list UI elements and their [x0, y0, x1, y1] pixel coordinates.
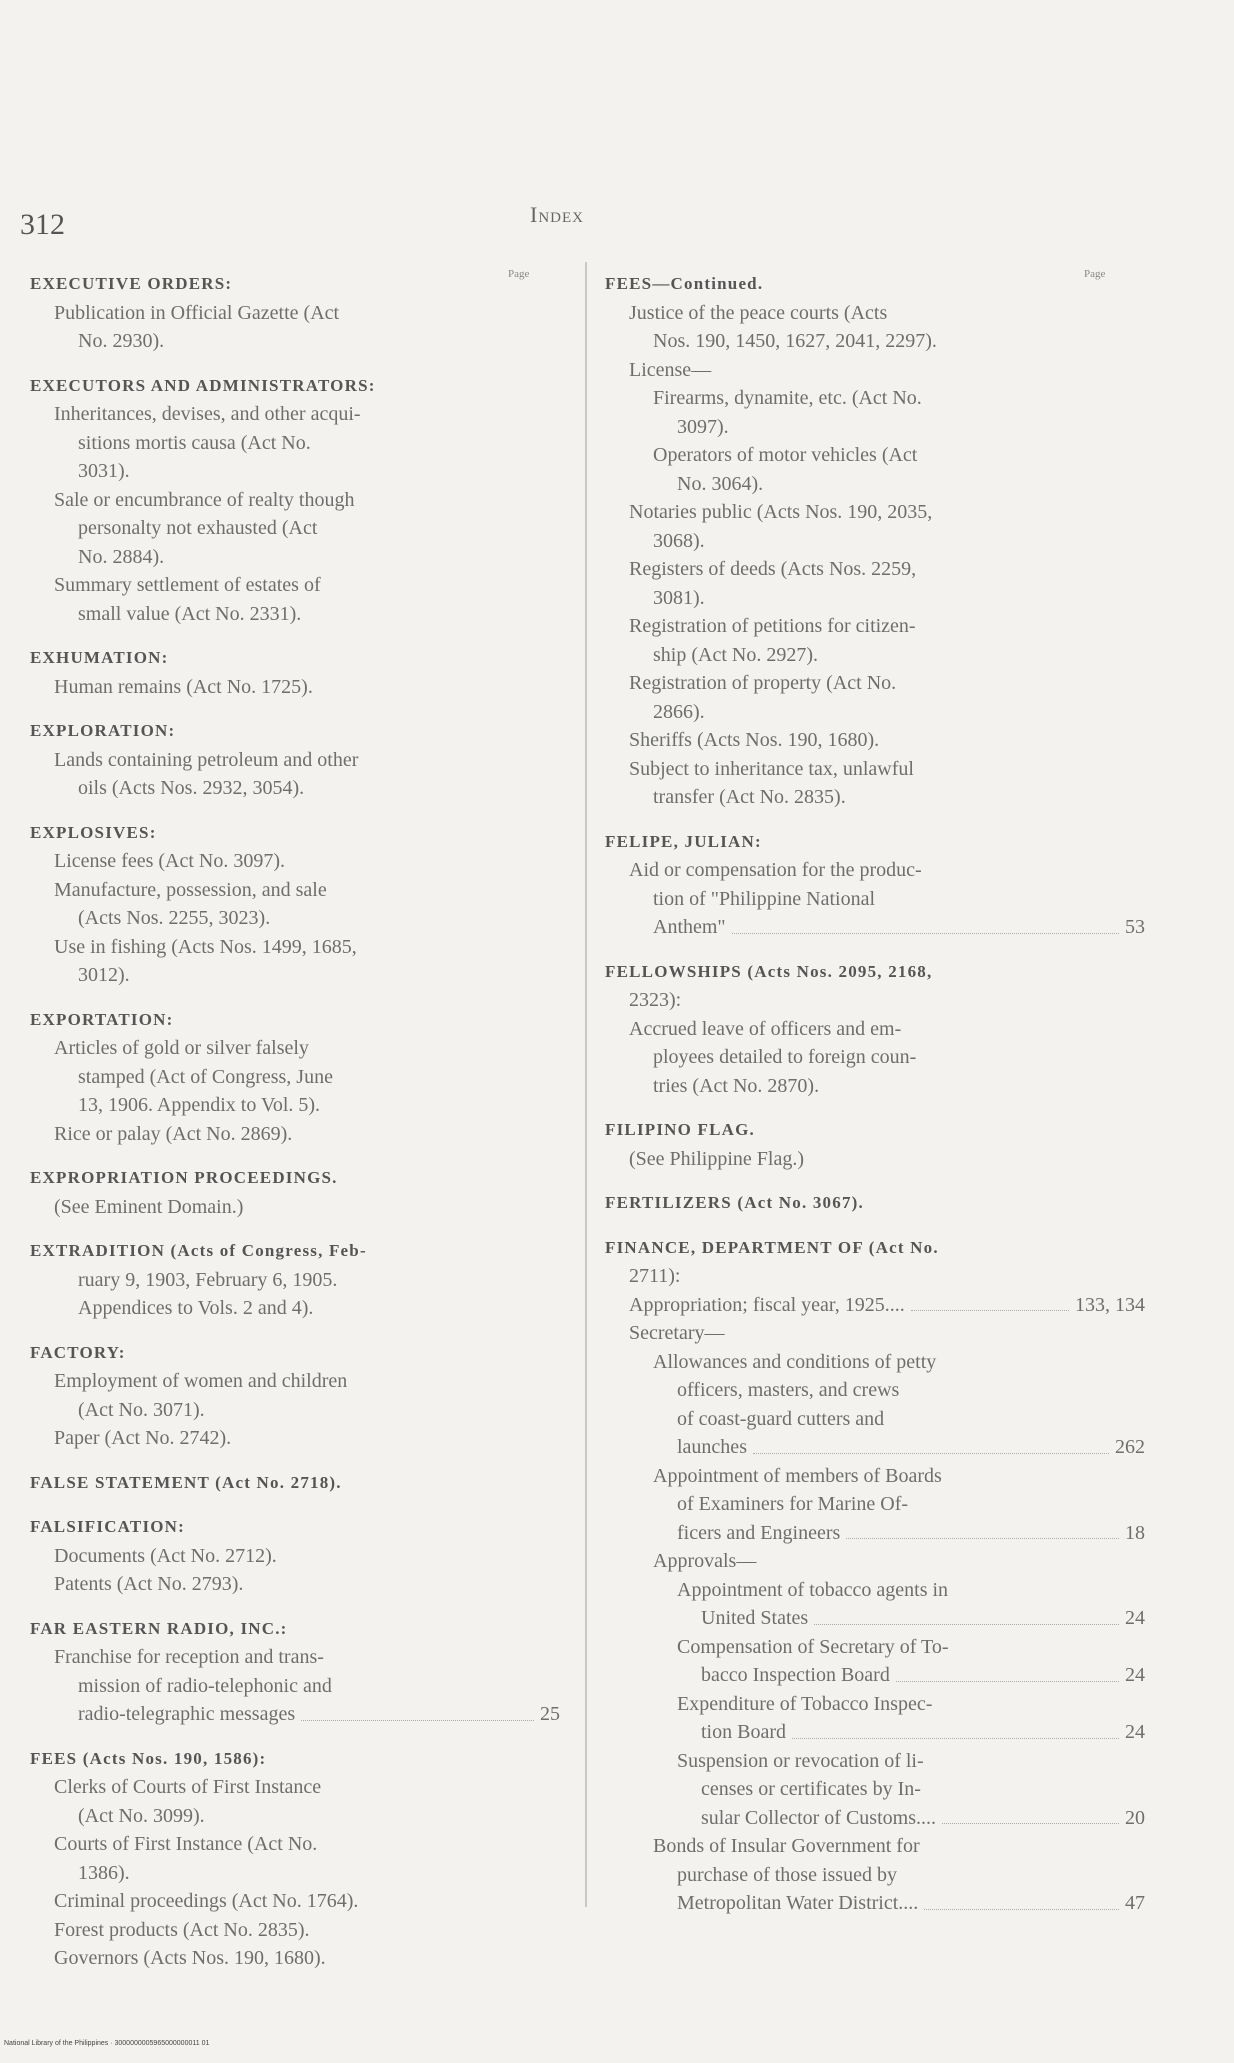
dot-leader: [911, 1291, 1069, 1312]
index-subentry: Aid or compensation for the produc-: [629, 859, 922, 881]
page-reference: 24: [1125, 1664, 1145, 1686]
index-entry: [30, 1469, 560, 1498]
index-subentry: mission of radio-telephonic and: [78, 1674, 332, 1697]
index-entry: [605, 270, 1145, 812]
page-reference: 24: [1125, 1721, 1145, 1743]
index-subentry: Franchise for reception and trans-: [54, 1646, 324, 1668]
index-subentry: small value (Act No. 2331).: [78, 602, 302, 625]
index-subentry-text: Appropriation; fiscal year, 1925....: [629, 1293, 905, 1316]
index-subentry: Firearms, dynamite, etc. (Act No.: [653, 387, 922, 409]
index-subentry-text: launches: [677, 1436, 747, 1458]
running-title: Index: [530, 202, 584, 227]
index-subentry: Notaries public (Acts Nos. 190, 2035,: [629, 501, 933, 523]
index-subentry: Publication in Official Gazette (Act: [54, 301, 340, 324]
index-subentry: Sheriffs (Acts Nos. 190, 1680).: [629, 729, 880, 751]
index-subentry: ship (Act No. 2927).: [653, 643, 818, 666]
index-subentry: Manufacture, possession, and sale: [54, 878, 327, 901]
index-subentry: censes or certificates by In-: [701, 1778, 921, 1800]
index-subentry: Approvals—: [653, 1550, 757, 1572]
index-subentry: 13, 1906. Appendix to Vol. 5).: [78, 1094, 321, 1116]
right-column: [605, 270, 1145, 1934]
left-column: [30, 270, 560, 1989]
index-subentry: 3068).: [653, 529, 705, 552]
index-subentry: Compensation of Secretary of To-: [677, 1635, 949, 1658]
index-entry: [30, 1237, 560, 1323]
dot-leader: [942, 1804, 1119, 1825]
index-subentry: sitions mortis causa (Act No.: [78, 431, 311, 454]
dot-leader: [846, 1519, 1119, 1540]
index-subentry-text: tion Board: [701, 1721, 786, 1743]
index-subentry: ruary 9, 1903, February 6, 1905.: [78, 1268, 338, 1291]
index-subentry-text: United States: [701, 1607, 809, 1629]
index-heading: FEES (Acts Nos. 190, 1586):: [30, 1748, 267, 1768]
dot-leader: [753, 1433, 1109, 1454]
dot-leader: [301, 1700, 534, 1721]
index-subentry: Documents (Act No. 2712).: [54, 1544, 277, 1567]
page-reference: 25: [540, 1703, 560, 1725]
index-entry: [30, 1745, 560, 1973]
page-reference: 47: [1125, 1892, 1145, 1914]
index-heading: FERTILIZERS (Act No. 3067).: [605, 1193, 864, 1212]
index-subentry: (Act No. 3071).: [78, 1398, 205, 1421]
index-heading: EXPLORATION:: [30, 721, 176, 740]
index-entry: [30, 819, 560, 990]
index-heading: EXECUTORS AND ADMINISTRATORS:: [30, 375, 376, 395]
index-subentry: tion of "Philippine National: [653, 887, 876, 910]
index-subentry: (See Philippine Flag.): [629, 1147, 804, 1170]
index-subentry-text: Anthem": [653, 916, 726, 938]
index-entry: [605, 1116, 1145, 1173]
index-heading: FINANCE, DEPARTMENT OF (Act No.: [605, 1237, 939, 1257]
index-subentry: [605, 1433, 1145, 1462]
index-subentry: Use in fishing (Acts Nos. 1499, 1685,: [54, 935, 357, 958]
index-heading: FELLOWSHIPS (Acts Nos. 2095, 2168,: [605, 961, 933, 981]
index-entry: [30, 270, 560, 356]
index-subentry: No. 3064).: [677, 472, 764, 495]
index-entry: [605, 1234, 1145, 1918]
index-subentry: Registration of property (Act No.: [629, 672, 897, 694]
index-subentry: Operators of motor vehicles (Act: [653, 444, 918, 466]
dot-leader: [732, 913, 1119, 934]
index-subentry: Articles of gold or silver falsely: [54, 1037, 309, 1059]
index-subentry-text: sular Collector of Customs....: [701, 1806, 936, 1829]
index-subentry: tries (Act No. 2870).: [653, 1074, 820, 1097]
index-subentry: [605, 1604, 1145, 1633]
index-subentry: [605, 1661, 1145, 1690]
index-subentry: Appointment of members of Boards: [653, 1464, 942, 1487]
index-heading: FILIPINO FLAG.: [605, 1120, 755, 1139]
index-entry: [30, 1513, 560, 1599]
index-subentry: Suspension or revocation of li-: [677, 1749, 924, 1772]
page-reference: 53: [1125, 916, 1145, 938]
dot-leader: [924, 1889, 1119, 1910]
index-heading: EXPLOSIVES:: [30, 822, 157, 842]
index-subentry: Human remains (Act No. 1725).: [54, 675, 313, 698]
index-subentry: (Acts Nos. 2255, 3023).: [78, 907, 271, 929]
page-column-label-left: Page: [508, 268, 530, 280]
index-subentry: transfer (Act No. 2835).: [653, 786, 846, 808]
index-subentry: Governors (Acts Nos. 190, 1680).: [54, 1947, 326, 1969]
column-divider: [585, 262, 587, 1907]
index-heading: EXPROPRIATION PROCEEDINGS.: [30, 1168, 338, 1187]
index-subentry: Appointment of tobacco agents in: [677, 1578, 949, 1601]
index-subentry: 2866).: [653, 700, 705, 723]
index-subentry: 2711):: [629, 1265, 681, 1287]
index-subentry: (Act No. 3099).: [78, 1804, 205, 1827]
index-subentry: 3097).: [677, 415, 729, 438]
index-subentry: Subject to inheritance tax, unlawful: [629, 757, 914, 780]
index-subentry: 1386).: [78, 1861, 130, 1884]
page-reference: 24: [1125, 1607, 1145, 1629]
index-subentry: License—: [629, 358, 712, 381]
index-subentry: Criminal proceedings (Act No. 1764).: [54, 1890, 359, 1912]
index-subentry: Nos. 190, 1450, 1627, 2041, 2297).: [653, 330, 937, 352]
index-entry: [30, 717, 560, 803]
index-subentry: Rice or palay (Act No. 2869).: [54, 1122, 293, 1145]
index-heading: FALSIFICATION:: [30, 1517, 186, 1536]
index-subentry: Accrued leave of officers and em-: [629, 1017, 902, 1040]
index-entry: [30, 1006, 560, 1149]
index-subentry-text: radio-telegraphic messages: [78, 1703, 296, 1725]
index-subentry: Sale or encumbrance of realty though: [54, 488, 355, 511]
index-subentry: of Examiners for Marine Of-: [677, 1493, 909, 1515]
index-subentry: Summary settlement of estates of: [54, 574, 321, 596]
index-subentry: Clerks of Courts of First Instance: [54, 1776, 322, 1798]
index-subentry: Courts of First Instance (Act No.: [54, 1833, 318, 1855]
index-subentry: Forest products (Act No. 2835).: [54, 1918, 310, 1941]
index-entry: [605, 828, 1145, 942]
index-subentry: [605, 1718, 1145, 1747]
index-subentry: [30, 1700, 560, 1729]
index-heading: EXTRADITION (Acts of Congress, Feb-: [30, 1241, 367, 1260]
index-heading: FACTORY:: [30, 1342, 126, 1362]
index-subentry: Allowances and conditions of petty: [653, 1350, 937, 1373]
index-subentry: [605, 1291, 1145, 1320]
index-heading: FALSE STATEMENT (Act No. 2718).: [30, 1472, 342, 1492]
index-subentry: 3012).: [78, 964, 130, 986]
index-subentry-text: Metropolitan Water District....: [677, 1892, 919, 1914]
index-subentry: No. 2930).: [78, 330, 165, 352]
index-entry: [30, 1164, 560, 1221]
index-subentry: officers, masters, and crews: [677, 1379, 900, 1401]
index-entry: [30, 372, 560, 629]
index-entry: [605, 958, 1145, 1101]
index-heading: EXECUTIVE ORDERS:: [30, 274, 233, 293]
page-reference: 262: [1115, 1436, 1145, 1458]
index-heading: FELIPE, JULIAN:: [605, 831, 762, 851]
page-column-label-right: Page: [1084, 268, 1106, 280]
page-reference: 20: [1125, 1806, 1145, 1829]
index-subentry: License fees (Act No. 3097).: [54, 850, 286, 872]
index-subentry: ployees detailed to foreign coun-: [653, 1046, 917, 1068]
index-subentry: purchase of those issued by: [677, 1863, 897, 1886]
page-number: 312: [20, 208, 65, 241]
index-subentry-text: ficers and Engineers: [677, 1521, 841, 1544]
dot-leader: [896, 1661, 1119, 1682]
index-entry: [30, 1615, 560, 1729]
index-subentry: of coast-guard cutters and: [677, 1407, 885, 1430]
index-subentry: (See Eminent Domain.): [54, 1195, 244, 1218]
index-subentry: Secretary—: [629, 1322, 725, 1344]
index-entry: [30, 1339, 560, 1453]
index-subentry: [605, 913, 1145, 942]
page-reference: 133, 134: [1075, 1293, 1145, 1316]
index-subentry: No. 2884).: [78, 545, 165, 568]
index-subentry: 3031).: [78, 460, 130, 482]
index-subentry: 2323):: [629, 989, 682, 1011]
index-subentry: Expenditure of Tobacco Inspec-: [677, 1692, 933, 1715]
index-heading: FEES—Continued.: [605, 274, 764, 293]
index-subentry: Bonds of Insular Government for: [653, 1835, 920, 1857]
index-subentry: Justice of the peace courts (Acts: [629, 301, 888, 324]
index-subentry: stamped (Act of Congress, June: [78, 1065, 333, 1088]
index-subentry: Lands containing petroleum and other: [54, 748, 359, 771]
index-subentry-text: bacco Inspection Board: [701, 1664, 890, 1686]
dot-leader: [814, 1604, 1119, 1625]
index-entry: [30, 644, 560, 701]
index-heading: EXHUMATION:: [30, 648, 169, 667]
index-heading: FAR EASTERN RADIO, INC.:: [30, 1618, 288, 1638]
index-subentry: Registration of petitions for citizen-: [629, 615, 916, 637]
scan-footer: National Library of the Philippines · 3000000005965000000011 01: [4, 2040, 210, 2047]
index-subentry: Paper (Act No. 2742).: [54, 1427, 232, 1449]
index-subentry: Employment of women and children: [54, 1370, 348, 1392]
index-subentry: [605, 1804, 1145, 1833]
index-subentry: Inheritances, devises, and other acqui-: [54, 403, 361, 425]
index-subentry: [605, 1519, 1145, 1548]
index-subentry: 3081).: [653, 586, 705, 609]
index-subentry: Patents (Act No. 2793).: [54, 1573, 244, 1595]
index-entry: [605, 1189, 1145, 1218]
index-subentry: Registers of deeds (Acts Nos. 2259,: [629, 558, 917, 580]
index-subentry: oils (Acts Nos. 2932, 3054).: [78, 777, 305, 799]
index-subentry: Appendices to Vols. 2 and 4).: [78, 1297, 314, 1319]
index-subentry: personalty not exhausted (Act: [78, 517, 318, 539]
index-heading: EXPORTATION:: [30, 1009, 174, 1029]
index-subentry: [605, 1889, 1145, 1918]
page-reference: 18: [1125, 1521, 1145, 1544]
dot-leader: [792, 1718, 1119, 1739]
